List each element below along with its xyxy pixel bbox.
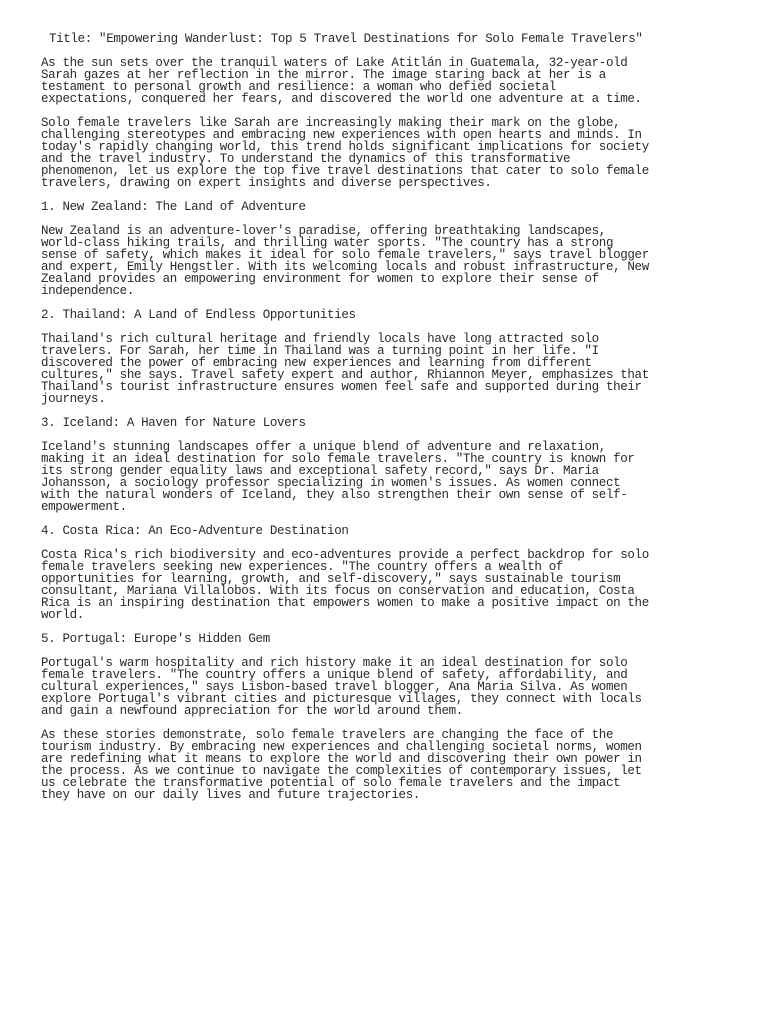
section-body-costa-rica: Costa Rica's rich biodiversity and eco-adventures provide a perfect backdrop for solo female travelers seeking new experiences. "The country offers a wealth of opportunities for learning, growth, and self-discovery," says sustainable tourism consultant, Mariana Villalobos. With its focus on conservation and education, Costa Rica is an inspiring destination that empowers women to make a positive impact on the world.	[41, 548, 649, 622]
section-body-new-zealand: New Zealand is an adventure-lover's paradise, offering breathtaking landscapes, world-class hiking trails, and thrilling water sports. "The country has a strong sense of safety, which makes it ideal for solo female travelers," says travel blogger and expert, Emily Hengstler. With its welcoming locals and robust infrastructure, New Zealand provides an empowering environment for women to explore their sense of independence.	[41, 224, 649, 298]
section-heading-portugal: 5. Portugal: Europe's Hidden Gem	[41, 632, 270, 646]
conclusion-paragraph: As these stories demonstrate, solo female travelers are changing the face of the tourism industry. By embracing new experiences and challenging societal norms, women are redefining what it means to explore the world and discovering their own power in the process. As we continue to navigate the complexities of contemporary issues, let us celebrate the transformative potential of solo female travelers and the impact they have on our daily lives and future trajectories.	[41, 728, 642, 802]
section-heading-iceland: 3. Iceland: A Haven for Nature Lovers	[41, 416, 306, 430]
intro-paragraph-2: Solo female travelers like Sarah are increasingly making their mark on the globe, challenging stereotypes and embracing new experiences with open hearts and minds. In today's rapidly changing world, this trend holds significant implications for society and the travel industry. To understand the dynamics of this transformative phenomenon, let us explore the top five travel destinations that cater to solo female travelers, drawing on expert insights and diverse perspectives.	[41, 116, 649, 190]
section-body-iceland: Iceland's stunning landscapes offer a unique blend of adventure and relaxation, making it an ideal destination for solo female travelers. "The country is known for its strong gender equality laws and exceptional safety record," says Dr. Maria Johansson, a sociology professor specializing in women's issues. As women connect with the natural wonders of Iceland, they also strengthen their own sense of self- empowerment.	[41, 440, 635, 514]
section-heading-thailand: 2. Thailand: A Land of Endless Opportunities	[41, 308, 356, 322]
section-body-portugal: Portugal's warm hospitality and rich history make it an ideal destination for solo female travelers. "The country offers a unique blend of safety, affordability, and cultural experiences," says Lisbon-based travel blogger, Ana Maria Silva. As women explore Portugal's vibrant cities and picturesque villages, they connect with locals and gain a newfound appreciation for the world around them.	[41, 656, 642, 718]
section-body-thailand: Thailand's rich cultural heritage and friendly locals have long attracted solo travelers. For Sarah, her time in Thailand was a turning point in her life. "I discovered the power of embracing new experiences and learning from different cultures," she says. Travel safety expert and author, Rhiannon Meyer, emphasizes that Thailand's tourist infrastructure ensures women feel safe and supported during their journeys.	[41, 332, 649, 406]
section-heading-new-zealand: 1. New Zealand: The Land of Adventure	[41, 200, 306, 214]
intro-paragraph-1: As the sun sets over the tranquil waters of Lake Atitlán in Guatemala, 32-year-old Sarah gazes at her reflection in the mirror. The image staring back at her is a testament to personal growth and resilience: a woman who defied societal expectations, conquered her fears, and discovered the world one adventure at a time.	[41, 56, 642, 106]
section-heading-costa-rica: 4. Costa Rica: An Eco-Adventure Destination	[41, 524, 349, 538]
document-title: Title: "Empowering Wanderlust: Top 5 Travel Destinations for Solo Female Travelers"	[49, 32, 643, 46]
